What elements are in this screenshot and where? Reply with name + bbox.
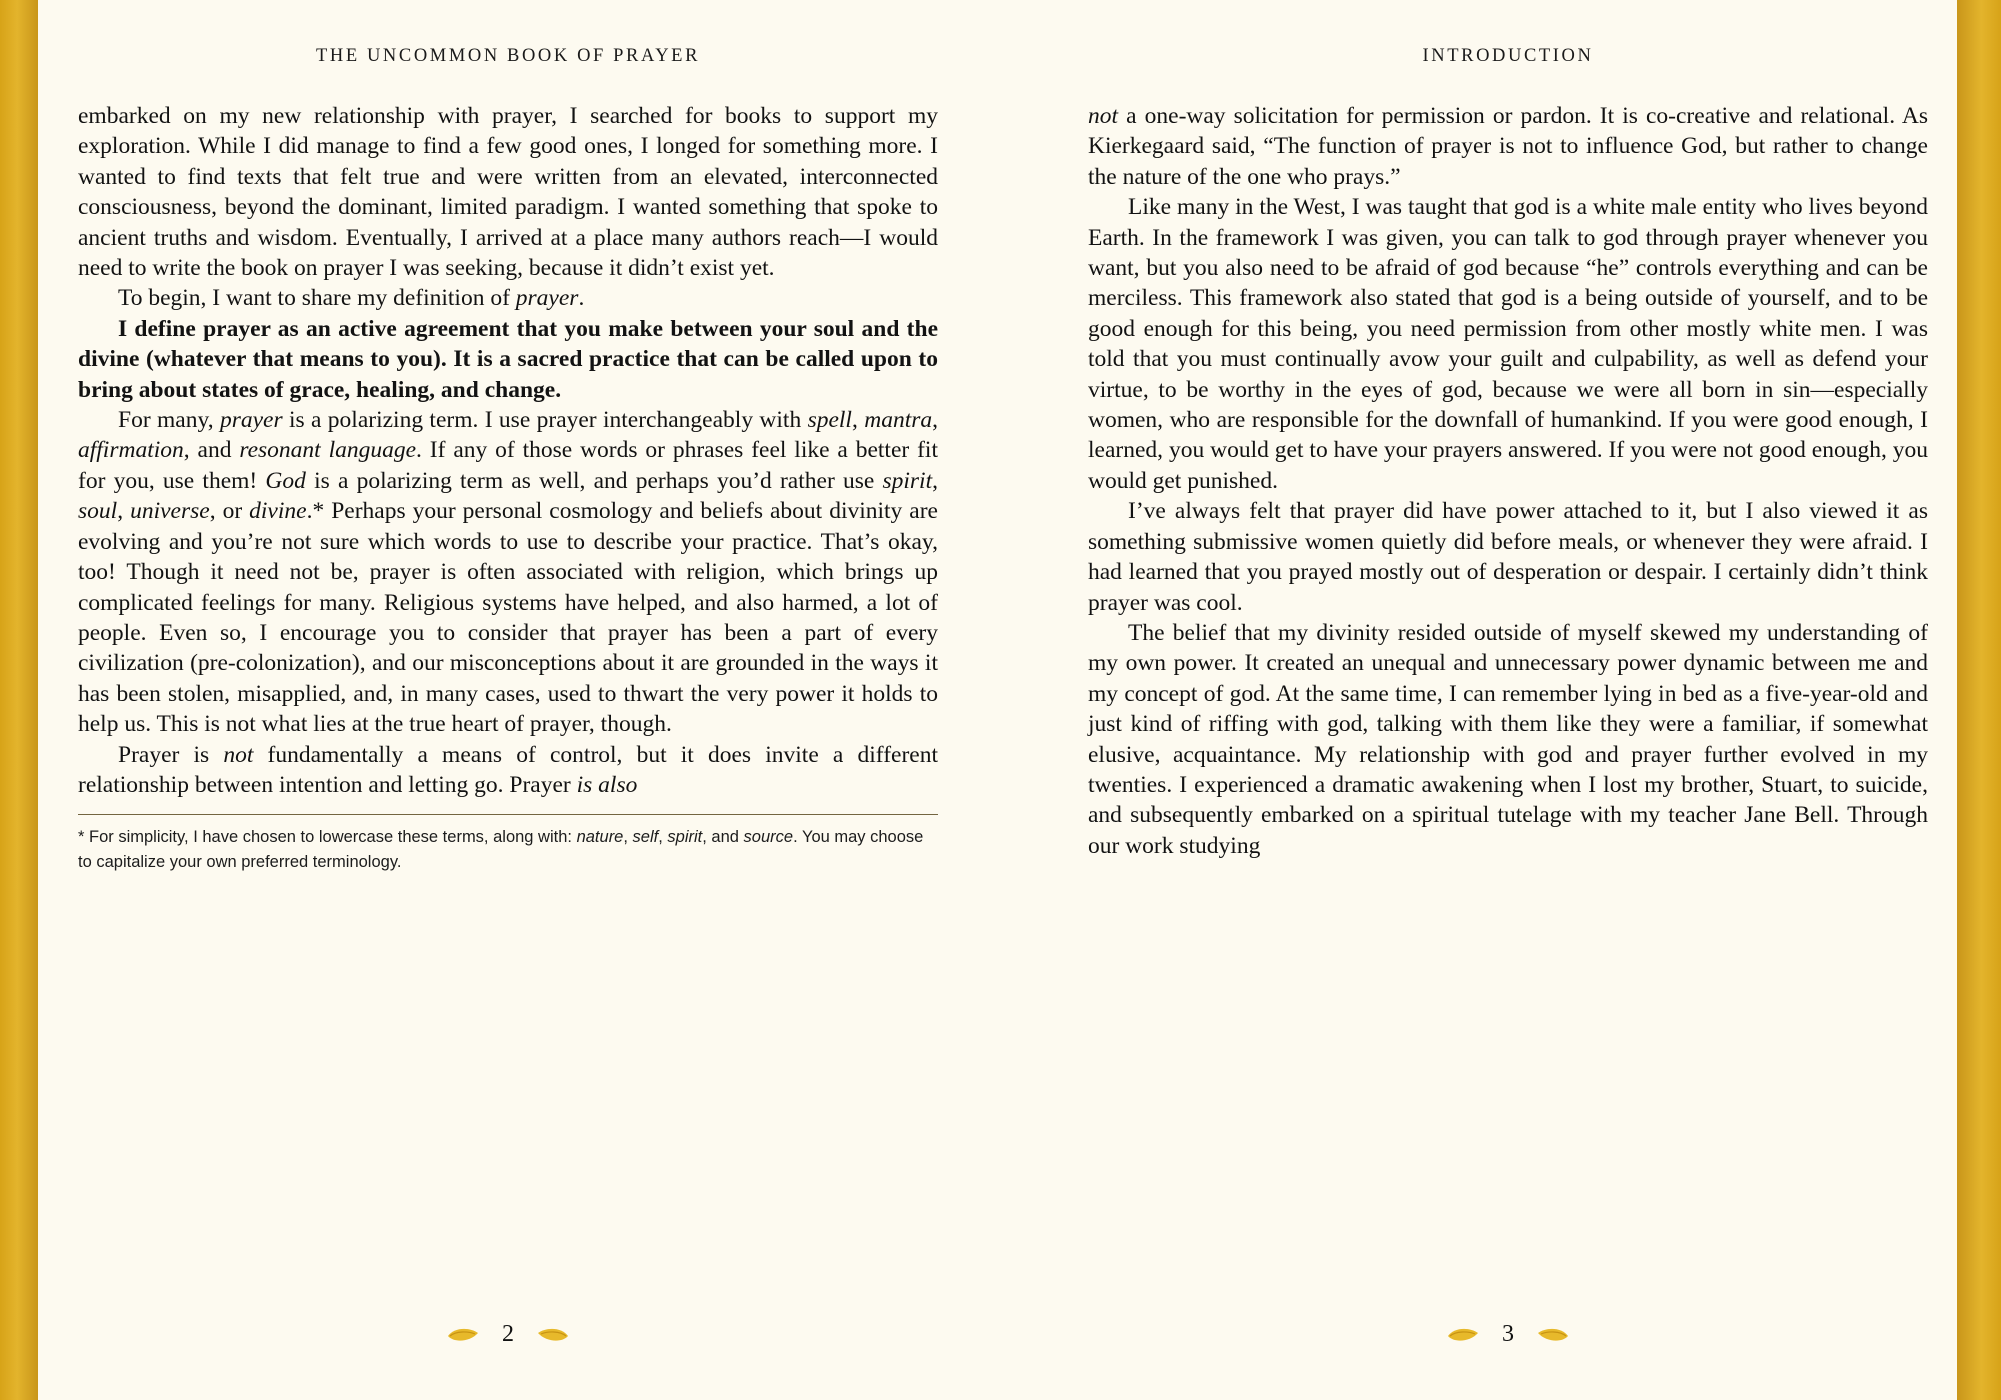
paragraph: To begin, I want to share my definition of prayer. (118, 285, 585, 312)
page-number: 3 (1502, 1321, 1514, 1347)
right-page (1088, 0, 1928, 1400)
two-page-spread (38, 0, 1957, 1400)
paragraph: Prayer is not fundamentally a means of control, but it does invite a different relationship between intention and letting go. Prayer is also (78, 741, 938, 798)
leaf-ornament-icon (1536, 1327, 1570, 1343)
gold-page-edge-right (1957, 0, 2001, 1400)
paragraph-definition: I define prayer as an active agreement that you make between your soul and the divine (whatever that means to you). It is a sacred practice that can be called upon to bring about states of grace, healing, and change. (78, 315, 938, 403)
left-page-body (78, 101, 938, 800)
right-page-body (1088, 101, 1928, 861)
folio-right (1088, 1321, 1928, 1348)
footnote-text: * For simplicity, I have chosen to lowercase these terms, along with: nature, self, spirit, and source. You may choose to capitalize your own preferred terminology. (78, 828, 924, 872)
gold-page-edge-left (0, 0, 38, 1400)
footnote-divider (78, 814, 938, 815)
paragraph: Like many in the West, I was taught that god is a white male entity who lives beyond Earth. In the framework I was given, you can talk to god through prayer whenever you want, but you also need to be afraid of god because “he” controls everything and can be merciless. This framework also stated that god is a being outside of yourself, and to be good enough for this being, you need permission from other mostly white men. I was told that you must continually avow your guilt and culpability, as well as defend your virtue, to be worthy in the eyes of god, because we were all born in sin—especially women, who are responsible for the downfall of humankind. If you were good enough, I learned, you would get to have your prayers answered. If you were not good enough, you would get punished. (1088, 194, 1928, 494)
paragraph: I’ve always felt that prayer did have power attached to it, but I also viewed it as something submissive women quietly did before meals, or whenever they were afraid. I had learned that you prayed mostly out of desperation or despair. I certainly didn’t think prayer was cool. (1088, 498, 1928, 616)
left-page (78, 0, 938, 1400)
running-head-left: THE UNCOMMON BOOK OF PRAYER (315, 46, 701, 66)
page-number: 2 (502, 1321, 514, 1347)
running-head-right: INTRODUCTION (1422, 46, 1594, 66)
paragraph: For many, prayer is a polarizing term. I use prayer interchangeably with spell, mantra, affirmation, and resonant language. If any of those words or phrases feel like a better fit for you, use them! God is a polarizing term as well, and perhaps you’d rather use spirit, soul, universe, or divine.* Perhaps your personal cosmology and beliefs about divinity are evolving and you’re not sure which words to use to describe your practice. That’s okay, too! Though it need not be, prayer is often associated with religion, which brings up complicated feelings for many. Religious systems have helped, and also harmed, a lot of people. Even so, I encourage you to consider that prayer has been a part of every civilization (pre-colonization), and our misconceptions about it are grounded in the ways it has been stolen, misapplied, and, in many cases, used to thwart the very power it holds to help us. This is not what lies at the true heart of prayer, though. (78, 407, 938, 738)
leaf-ornament-icon (536, 1327, 570, 1343)
leaf-ornament-icon (446, 1327, 480, 1343)
paragraph: embarked on my new relationship with prayer, I searched for books to support my exploration. While I did manage to find a few good ones, I longed for something more. I wanted to find texts that felt true and were written from an elevated, interconnected consciousness, beyond the dominant, limited paradigm. I wanted something that spoke to ancient truths and wisdom. Eventually, I arrived at a place many authors reach—I would need to write the book on prayer I was seeking, because it didn’t exist yet. (78, 103, 938, 282)
paragraph: The belief that my divinity resided outside of myself skewed my understanding of my own power. It created an unequal and unnecessary power dynamic between me and my concept of god. At the same time, I can remember lying in bed as a five-year-old and just kind of riffing with god, talking with them like they were a familiar, if somewhat elusive, acquaintance. My relationship with god and prayer further evolved in my twenties. I experienced a dramatic awakening when I lost my brother, Stuart, to suicide, and subsequently embarked on a spiritual tutelage with my teacher Jane Bell. Through our work studying (1088, 619, 1928, 859)
folio-left (78, 1321, 938, 1348)
paragraph: not a one-way solicitation for permission or pardon. It is co-creative and relational. As Kierkegaard said, “The function of prayer is not to influence God, but rather to change the nature of the one who prays.” (1088, 103, 1928, 190)
paper-surface (38, 0, 1957, 1400)
leaf-ornament-icon (1446, 1327, 1480, 1343)
